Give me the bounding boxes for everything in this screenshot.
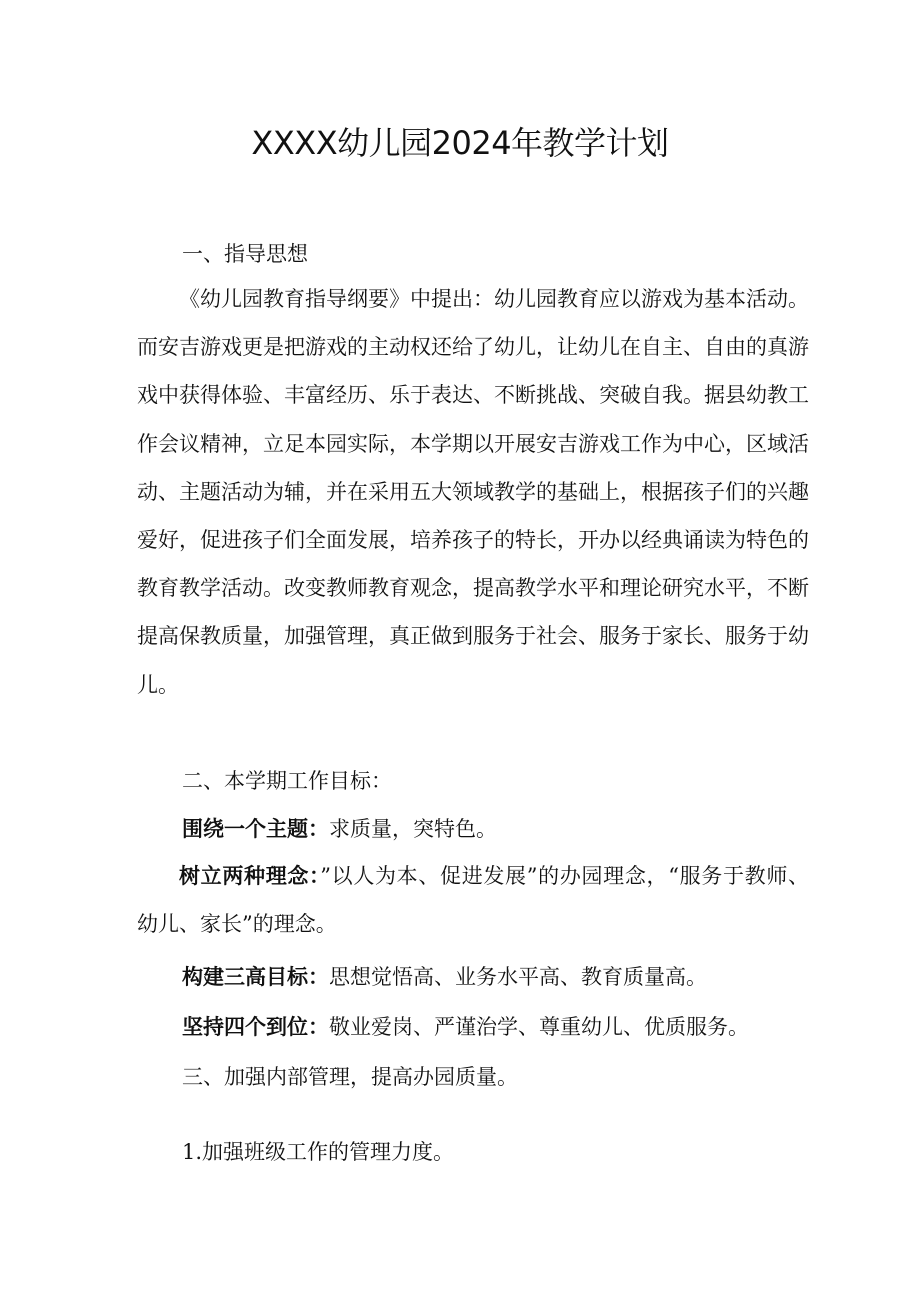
- goal-label: 树立两种理念：: [179, 864, 321, 888]
- section-heading-internal-management: 三、加强内部管理，提高办园质量。: [182, 1065, 518, 1089]
- section-paragraph-guiding-ideology: 《幼儿园教育指导纲要》中提出：幼儿园教育应以游戏为基本活动。而安吉游戏更是把游戏的主动权还给了幼儿，让幼儿在自主、自由的真游戏中获得体验、丰富经历、乐于表达、不断挑战、突破自我。据县幼教工作会议精神，立足本园实际，本学期以开展安吉游戏工作为中心，区域活动、主题活动为辅，并在采用五大领域教学的基础上，根据孩子们的兴趣爱好，促进孩子们全面发展，培养孩子的特长，开办以经典诵读为特色的教育教学活动。改变教师教育观念，提高教学水平和理论研究水平，不断提高保教质量，加强管理，真正做到服务于社会、服务于家长、服务于幼儿。: [137, 287, 809, 697]
- goal-label: 坚持四个到位：: [182, 1015, 329, 1039]
- goal-text: ”以人为本、促进发展”的办园理念，“服务于教师、幼儿、家长”的理念。: [137, 864, 809, 937]
- goal-label: 构建三高目标：: [182, 965, 329, 989]
- section-heading-guiding-ideology: 一、指导思想: [182, 242, 308, 266]
- section-heading-semester-goals: 二、本学期工作目标：: [182, 769, 392, 793]
- goal-item-four-in-place: [182, 1011, 749, 1041]
- goal-item-concepts: [137, 852, 809, 948]
- document-title: XXXX幼儿园2024年教学计划: [251, 124, 669, 162]
- subsection-class-management: 1.加强班级工作的管理力度。: [182, 1140, 455, 1164]
- goal-text: 思想觉悟高、业务水平高、教育质量高。: [329, 965, 707, 989]
- goal-item-theme: [182, 813, 497, 843]
- goal-text: 敬业爱岗、严谨治学、尊重幼儿、优质服务。: [329, 1015, 749, 1039]
- goal-label: 围绕一个主题：: [182, 817, 329, 841]
- goal-text: 求质量，突特色。: [329, 817, 497, 841]
- goal-item-targets: [182, 961, 707, 991]
